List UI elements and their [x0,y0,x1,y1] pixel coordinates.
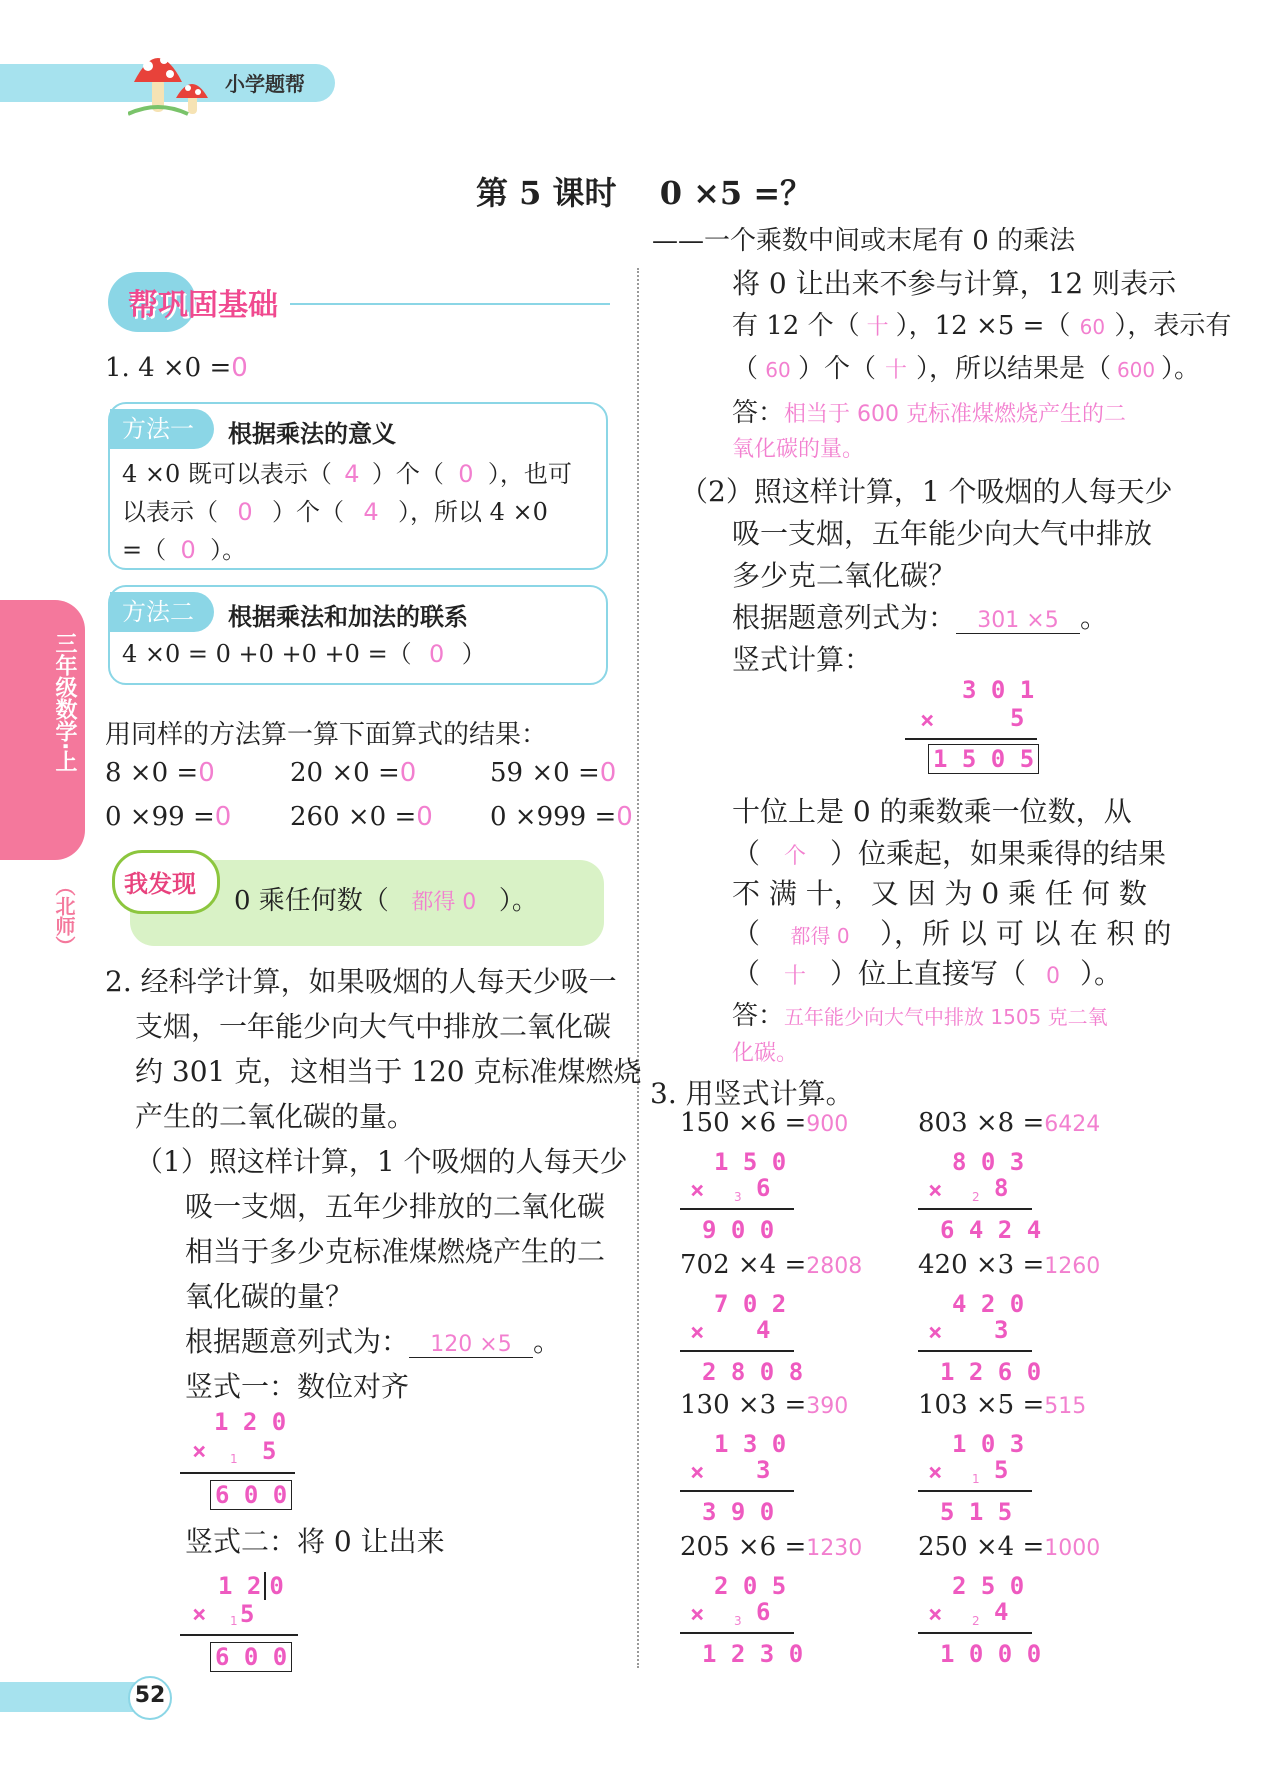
q3-bottom: 3 [994,1316,1009,1344]
q2-p2-line: （2）照这样计算，1 个吸烟的人每天少 [680,475,1173,508]
practice-intro: 用同样的方法算一算下面算式的结果： [105,720,548,750]
brand-name: 小学题帮 [225,72,305,96]
q3-expr: 420 ×3 =1260 [918,1250,1101,1280]
q3-bottom: 3 [756,1456,771,1484]
method2-title: 根据乘法和加法的联系 [228,602,468,631]
q3-carry: 2 [972,1614,980,1628]
v1-carry: 1 [230,1452,238,1466]
practice-item: 260 ×0 =0 [290,802,433,832]
method1-line2: 以表示（ 0 ）个（ 4 ），所以 4 ×0 [122,498,548,526]
p1-answer-cont: 氧化碳的量。 [732,437,865,462]
q3-top: 1 5 0 [714,1148,787,1176]
p2-vert-label: 竖式计算： [732,643,873,676]
q3-top: 4 2 0 [952,1290,1025,1318]
p2-explain-line1: 十位上是 0 的乘数乘一位数，从 [732,795,1132,828]
q3-mul: × [690,1458,705,1486]
p2-explain-line4: （ 都得 0 ），所 以 可 以 在 积 的 [732,917,1172,950]
q1-answer: 0 [231,353,248,383]
method1-line3: =（ 0 ）。 [122,536,247,564]
q2-stem-line: 支烟，一年能少向大气中排放二氧化碳 [135,1010,612,1043]
method2-tag: 方法二 [110,592,214,632]
v2-mul: × [192,1600,207,1628]
q3-expr: 205 ×6 =1230 [680,1532,863,1562]
v1-rule [180,1472,295,1474]
p2-explain-line5: （ 十 ）位上直接写（ 0 ）。 [732,957,1123,990]
side-tab-edition: （北师） [52,876,76,956]
mushroom-logo-icon [128,40,220,118]
method1-title: 根据乘法的意义 [228,419,396,448]
q3-mul: × [928,1318,943,1346]
discover-badge-text: 我发现 [124,870,196,898]
q3-result: 9 0 0 [702,1216,775,1244]
q3-bottom: 4 [994,1598,1009,1626]
q3-result: 2 8 0 8 [702,1358,804,1386]
v2-rule [180,1634,298,1636]
q3-rule [918,1632,1032,1634]
q3-result: 1 2 3 0 [702,1640,804,1668]
q2-p2-formula: 根据题意列式为： 301 ×5 。 [732,601,1109,634]
p1-explain-line2: 有 12 个（ 十 ），12 ×5 =（ 60 ），表示有 [732,311,1232,341]
q3-result: 3 9 0 [702,1498,775,1526]
q3-top: 8 0 3 [952,1148,1025,1176]
column-divider [637,268,639,1668]
q3-top: 1 0 3 [952,1430,1025,1458]
practice-item: 0 ×99 =0 [105,802,232,832]
method2-line1: 4 ×0 = 0 +0 +0 +0 =（ 0 ） [122,640,486,668]
p1-answer: 答：相当于 600 克标准煤燃烧产生的二 [732,398,1126,428]
lesson-subtitle: ——一个乘数中间或末尾有 0 的乘法 [652,226,1076,256]
q3-rule [918,1490,1032,1492]
p1-explain-line1: 将 0 让出来不参与计算，12 则表示 [732,267,1177,300]
p2-explain-line3: 不 满 十， 又 因 为 0 乘 任 何 数 [732,877,1147,910]
v3-top: 3 0 1 [962,676,1035,704]
q3-top: 2 0 5 [714,1572,787,1600]
q3-mul: × [690,1176,705,1204]
q2-p1-formula: 根据题意列式为： 120 ×5 。 [185,1325,562,1358]
practice-item: 59 ×0 =0 [490,758,617,788]
q3-bottom: 4 [756,1316,771,1344]
v2-result: 6 0 0 [210,1642,292,1672]
side-tab-grade: 三年级数学·上 [52,632,77,773]
q3-bottom: 6 [756,1598,771,1626]
p2-answer: 答：五年能少向大气中排放 1505 克二氧 [732,1001,1108,1031]
q3-result: 6 4 2 4 [940,1216,1042,1244]
q3-rule [680,1350,794,1352]
v1-bottom: 5 [262,1437,277,1465]
discover-text: 0 乘任何数（ 都得 0 ）。 [234,886,538,916]
q3-expr: 130 ×3 =390 [680,1390,849,1420]
q3-bottom: 6 [756,1174,771,1202]
q3-rule [680,1208,794,1210]
q2-p1-line: （1）照这样计算，1 个吸烟的人每天少 [135,1145,628,1178]
v2-bottom: 5 [240,1600,255,1628]
q3-mul: × [928,1600,943,1628]
p2-explain-line2: （ 个 ）位乘起，如果乘得的结果 [732,837,1167,870]
q1-stem: 1. 4 ×0 =0 [105,353,248,383]
q3-expr: 150 ×6 =900 [680,1108,849,1138]
q3-carry: 3 [734,1614,742,1628]
q3-result: 1 2 6 0 [940,1358,1042,1386]
v1-label: 竖式一：数位对齐 [185,1370,410,1403]
q3-rule [680,1632,794,1634]
q2-p1-line: 吸一支烟，五年少排放的二氧化碳 [185,1190,606,1223]
q3-mul: × [690,1600,705,1628]
lesson-formula: 0 ×5 =？ [659,174,813,212]
v2-carry: 1 [230,1614,238,1628]
v3-result: 1 5 0 5 [928,744,1039,774]
q2-stem-line: 约 301 克，这相当于 120 克标准煤燃烧 [135,1055,642,1088]
lesson-title [476,168,812,214]
lesson-number: 第 5 课时 [476,174,617,212]
q3-mul: × [690,1318,705,1346]
q3-top: 1 3 0 [714,1430,787,1458]
q3-rule [918,1350,1032,1352]
q3-rule [918,1208,1032,1210]
q3-carry: 3 [734,1190,742,1204]
q3-carry: 2 [972,1190,980,1204]
q3-carry: 1 [972,1472,980,1486]
q2-p2-line: 多少克二氧化碳？ [732,559,957,592]
q3-expr: 702 ×4 =2808 [680,1250,863,1280]
q3-bottom: 8 [994,1174,1009,1202]
q3-top: 7 0 2 [714,1290,787,1318]
q3-expr: 803 ×8 =6424 [918,1108,1101,1138]
v2-label: 竖式二：将 0 让出来 [185,1525,445,1558]
q2-stem-line: 2. 经科学计算，如果吸烟的人每天少吸一 [105,965,617,998]
v1-result: 6 0 0 [210,1480,292,1510]
section-banner-text: 帮巩固基础 [128,288,278,323]
v3-bottom: 5 [1010,704,1025,732]
footer-band [0,1682,148,1712]
v3-rule [905,738,1037,740]
q2-stem-line: 产生的二氧化碳的量。 [135,1100,416,1133]
q3-stem: 3. 用竖式计算。 [650,1077,854,1110]
q3-expr: 103 ×5 =515 [918,1390,1087,1420]
q2-p1-line: 相当于多少克标准煤燃烧产生的二 [185,1235,606,1268]
q3-rule [680,1490,794,1492]
v2-top: 1 2 0 [218,1572,284,1600]
q3-top: 2 5 0 [952,1572,1025,1600]
q2-p2-line: 吸一支烟，五年能少向大气中排放 [732,517,1153,550]
section-banner-rule [290,303,610,305]
method1-line1: 4 ×0 既可以表示（ 4 ）个（ 0 ），也可 [122,460,572,488]
p2-answer-cont: 化碳。 [732,1041,799,1066]
page-number: 52 [134,1683,166,1708]
v1-top: 1 2 0 [214,1408,287,1436]
q2-p1-line: 氧化碳的量？ [185,1280,354,1313]
v3-mul: × [920,706,935,734]
practice-item: 0 ×999 =0 [490,802,633,832]
q3-expr: 250 ×4 =1000 [918,1532,1101,1562]
q3-mul: × [928,1176,943,1204]
v1-mul: × [192,1437,207,1465]
practice-item: 8 ×0 =0 [105,758,215,788]
q3-mul: × [928,1458,943,1486]
q3-result: 5 1 5 [940,1498,1013,1526]
practice-item: 20 ×0 =0 [290,758,417,788]
method1-tag: 方法一 [110,409,214,449]
q3-bottom: 5 [994,1456,1009,1484]
p1-explain-line3: （ 60 ）个（ 十 ），所以结果是（ 600 ）。 [732,354,1201,384]
q3-result: 1 0 0 0 [940,1640,1042,1668]
